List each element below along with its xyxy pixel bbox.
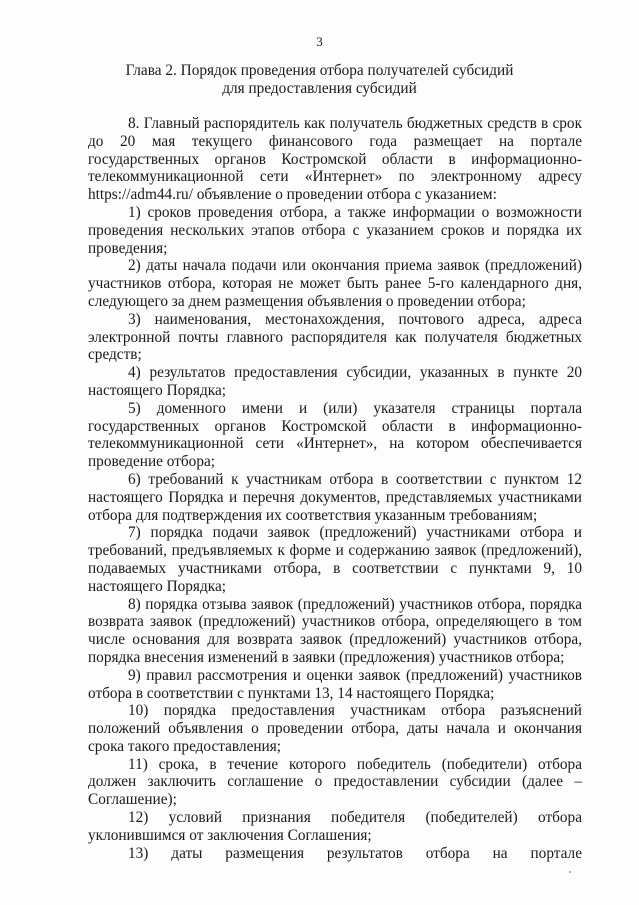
list-item-4: 4) результатов предоставления субсидии, указанных в пункте 20 настоящего Порядка; — [88, 364, 582, 399]
paragraph-clause-8: 8. Главный распорядитель как получатель бюджетных средств в срок до 20 мая текущего финансового года размещает на портале государственных органов Костромской области в информационно-телекоммуникационной сети «Интернет» по электронному адресу https://adm44.ru/ объявление о проведении отбора с указанием: — [88, 115, 582, 204]
list-item-13-word: даты — [171, 844, 203, 862]
list-item-10: 10) порядка предоставления участникам отбора разъяснений положений объявления о проведении отбора, даты начала и окончания срока такого предоставления; — [88, 702, 582, 755]
list-item-13-word: 13) — [128, 844, 149, 862]
list-item-6: 6) требований к участникам отбора в соответствии с пунктом 12 настоящего Порядка и перечня документов, представляемых участниками отбора для подтверждения их соответствия указанным требованиям; — [88, 470, 582, 524]
list-item-13-word: отбора — [425, 844, 470, 862]
list-item-13-word: размещения — [225, 844, 305, 862]
list-item-8: 8) порядка отзыва заявок (предложений) участников отбора, порядка возврата заявок (предложений) участников отбора, определяющего в том числе основания для возврата заявок (предложений) участников отбора, порядка внесения изменений в заявки (предложения) участников отбора; — [88, 595, 582, 666]
list-item-3: 3) наименования, местонахождения, почтового адреса, адреса электронной почты главного распорядителя как получателя бюджетных средств; — [88, 310, 582, 364]
scan-speck — [569, 871, 571, 873]
list-item-13-word: портале — [530, 844, 582, 862]
list-item-9: 9) правил рассмотрения и оценки заявок (предложений) участников отбора в соответствии с пунктами 13, 14 настоящего Порядка; — [88, 666, 582, 702]
list-item-5: 5) доменного имени и (или) указателя страницы портала государственных органов Костромской области в информационно-телекоммуникационной сети «Интернет», на котором обеспечивается проведение отбора; — [88, 399, 582, 471]
list-item-2: 2) даты начала подачи или окончания приема заявок (предложений) участников отбора, которая не может быть ранее 5-го календарного дня, следующего за днем размещения объявления о проведении отбора; — [88, 257, 582, 310]
list-item-11: 11) срока, в течение которого победитель (победители) отбора должен заключить соглашение о предоставлении субсидии (далее – Соглашение); — [88, 755, 582, 809]
list-item-7: 7) порядка подачи заявок (предложений) участниками отбора и требований, предъявляемых к форме и содержанию заявок (предложений), подаваемых участниками отбора, в соответствии с пунктами 9, 10 настоящего Порядка; — [88, 524, 582, 595]
chapter-heading — [60, 62, 579, 98]
chapter-heading-line-1: Глава 2. Порядок проведения отбора получателей субсидий — [125, 62, 514, 79]
page-number: 3 — [316, 34, 323, 49]
chapter-heading-line-2: для предоставления субсидий — [222, 80, 417, 97]
list-item-13-start — [88, 845, 582, 863]
list-item-13-word: результатов — [326, 844, 403, 862]
list-item-1: 1) сроков проведения отбора, а также информации о возможности проведения нескольких этапов отбора с указанием сроков и порядка их проведения; — [88, 203, 582, 257]
list-item-12: 12) условий признания победителя (победителей) отбора уклонившимся от заключения Соглашения; — [88, 809, 582, 844]
list-item-13-word: на — [492, 844, 508, 862]
document-body — [88, 115, 582, 862]
